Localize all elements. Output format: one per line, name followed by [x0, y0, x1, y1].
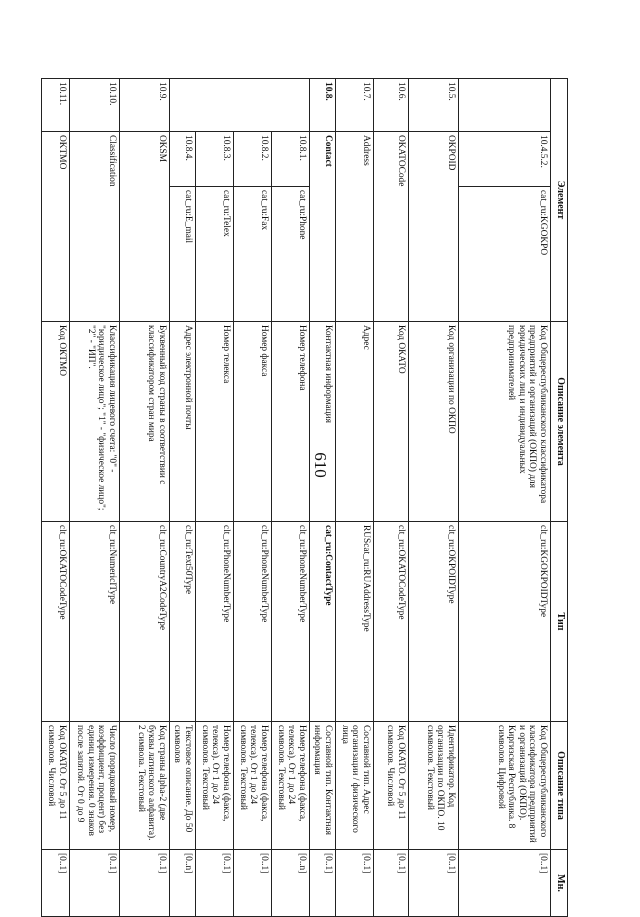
- row-element-description: Номер телефона: [271, 322, 309, 522]
- row-type-description: Код Общереспубликанского классификатора предприятий и организаций (ОКПО). Киргизская Республика. 8 символов. Цифровой: [459, 722, 551, 850]
- table-row: [233, 79, 271, 917]
- header-element-description: Описание элемента: [551, 322, 568, 522]
- row-subnum: 10.8.3.: [195, 132, 233, 187]
- row-element-description: Номер факса: [233, 322, 271, 522]
- row-element: OKPOID: [409, 132, 459, 322]
- data-table: [41, 78, 568, 917]
- row-subnum: 10.8.1.: [271, 132, 309, 187]
- row-element-description: Буквенный код страны в соответствии с классификатором стран мира: [119, 322, 169, 522]
- row-element-description: Номер телекса: [195, 322, 233, 522]
- row-num: 10.7.: [336, 79, 374, 132]
- row-subnum: 10.8.4.: [169, 132, 195, 187]
- row-multiplicity: [0..1]: [374, 850, 409, 917]
- row-multiplicity: [0..n]: [169, 850, 195, 917]
- row-element-description: Код ОКТМО: [41, 322, 69, 522]
- row-element: cat_ru:E_mail: [169, 187, 195, 322]
- row-multiplicity: [0..1]: [41, 850, 69, 917]
- row-element-description: Адрес электронной почты: [169, 322, 195, 522]
- row-element-description: Контактная информация: [309, 322, 335, 522]
- row-type-description: Составной тип. Адрес организации / физического лица: [336, 722, 374, 850]
- row-multiplicity: [0..1]: [459, 850, 551, 917]
- row-type: clt_ru:OKATOCodeType: [41, 522, 69, 722]
- row-type-description: Текстовое описание. До 50 символов: [169, 722, 195, 850]
- row-type: clt_ru:PhoneNumberType: [271, 522, 309, 722]
- row-type: clt_ru:CountryA2CodeType: [119, 522, 169, 722]
- row-type: clt_ru:KGOKPOIDType: [459, 522, 551, 722]
- row-type-description: Число (порядковый номер, коэффициент, процент) без единиц измерения. 0 знаков после запятой. От 0 до 9: [69, 722, 119, 850]
- row-multiplicity: [0..1]: [336, 850, 374, 917]
- table-row: [69, 79, 119, 917]
- row-element: OKATOCode: [374, 132, 409, 322]
- table-row: [41, 79, 69, 917]
- table-row: [409, 79, 459, 917]
- row-type: clt_ru:OKATOCodeType: [374, 522, 409, 722]
- row-num: 10.5.: [409, 79, 459, 132]
- row-multiplicity: [0..1]: [195, 850, 233, 917]
- row-num: [459, 79, 551, 132]
- row-type-description: Составной тип. Контактная информация: [309, 722, 335, 850]
- table-row: [459, 79, 551, 917]
- row-type: clt_ru:PhoneNumberType: [195, 522, 233, 722]
- row-num: 10.11.: [41, 79, 69, 132]
- row-multiplicity: [0..1]: [409, 850, 459, 917]
- row-multiplicity: [0..n]: [271, 850, 309, 917]
- row-multiplicity: [0..1]: [233, 850, 271, 917]
- row-element: cat_ru:Phone: [271, 187, 309, 322]
- row-num: 10.8.: [309, 79, 335, 132]
- header-type-description: Описание типа: [551, 722, 568, 850]
- row-element: OKSM: [119, 132, 169, 322]
- table-row: [119, 79, 169, 917]
- header-multiplicity: Мн.: [551, 850, 568, 917]
- row-element: Classification: [69, 132, 119, 322]
- row-num: [233, 79, 271, 132]
- row-num: [195, 79, 233, 132]
- row-multiplicity: [0..1]: [119, 850, 169, 917]
- row-element-description: Код ОКАТО: [374, 322, 409, 522]
- table-row: [336, 79, 374, 917]
- row-element: cat_ru:KGOKPO: [459, 187, 551, 322]
- row-element: cat_ru:Fax: [233, 187, 271, 322]
- table-row: [374, 79, 409, 917]
- row-num: 10.9.: [119, 79, 169, 132]
- row-element: OKTMO: [41, 132, 69, 322]
- row-subnum: 10.4.5.2.: [459, 132, 551, 187]
- table-row: [309, 79, 335, 917]
- table-row: [169, 79, 195, 917]
- rotated-table-container: [46, 78, 568, 916]
- row-type: clt_ru:PhoneNumberType: [233, 522, 271, 722]
- row-element: Contact: [309, 132, 335, 322]
- row-type-description: Код ОКАТО. От 5 до 11 символов. Числовой: [41, 722, 69, 850]
- row-type-description: Номер телефона (факса, телекса). От 1 до 24 символов. Текстовый: [271, 722, 309, 850]
- row-type: clt_ru:NumericIType: [69, 522, 119, 722]
- row-type-description: Номер телефона (факса, телекса). От 1 до 24 символов. Текстовый: [195, 722, 233, 850]
- header-element: Элемент: [551, 79, 568, 322]
- row-type-description: Номер телефона (факса, телекса). От 1 до 24 символов. Текстовый: [233, 722, 271, 850]
- row-type: RUScat_ru:RUAddressType: [336, 522, 374, 722]
- table-header-row: [551, 79, 568, 917]
- row-num: 10.10.: [69, 79, 119, 132]
- row-element-description: Код организации по ОКПО: [409, 322, 459, 522]
- table-row: [271, 79, 309, 917]
- row-multiplicity: [0..1]: [69, 850, 119, 917]
- row-element-description: Адрес: [336, 322, 374, 522]
- row-num: 10.6.: [374, 79, 409, 132]
- row-element: cat_ru:Telex: [195, 187, 233, 322]
- table-row: [195, 79, 233, 917]
- row-type: cat_ru:ContactType: [309, 522, 335, 722]
- row-element-description: Классификация лицевого счета: "0" - "юридическое лицо"; "1" - "физическое лицо"; "2" - "ИП".: [69, 322, 119, 522]
- row-type: clt_ru:OKPOIDType: [409, 522, 459, 722]
- row-num: [169, 79, 195, 132]
- row-element: Address: [336, 132, 374, 322]
- header-type: Тип: [551, 522, 568, 722]
- row-multiplicity: [0..1]: [309, 850, 335, 917]
- row-element-description: Код Общереспубликанского классификатора предприятий и организаций (ОКПО) для юридических лиц и индивидуальных предпринимателей: [459, 322, 551, 522]
- row-type: clt_ru:Text50Type: [169, 522, 195, 722]
- page-number: 610: [311, 452, 330, 478]
- row-type-description: Код ОКАТО. От 5 до 11 символов. Числовой: [374, 722, 409, 850]
- row-type-description: Код страны alpha-2 (две буквы латинского алфавита). 2 символа. Текстовый: [119, 722, 169, 850]
- row-type-description: Идентификатор. Код организации по ОКПО. 10 символов. Текстовый: [409, 722, 459, 850]
- row-subnum: 10.8.2.: [233, 132, 271, 187]
- row-num: [271, 79, 309, 132]
